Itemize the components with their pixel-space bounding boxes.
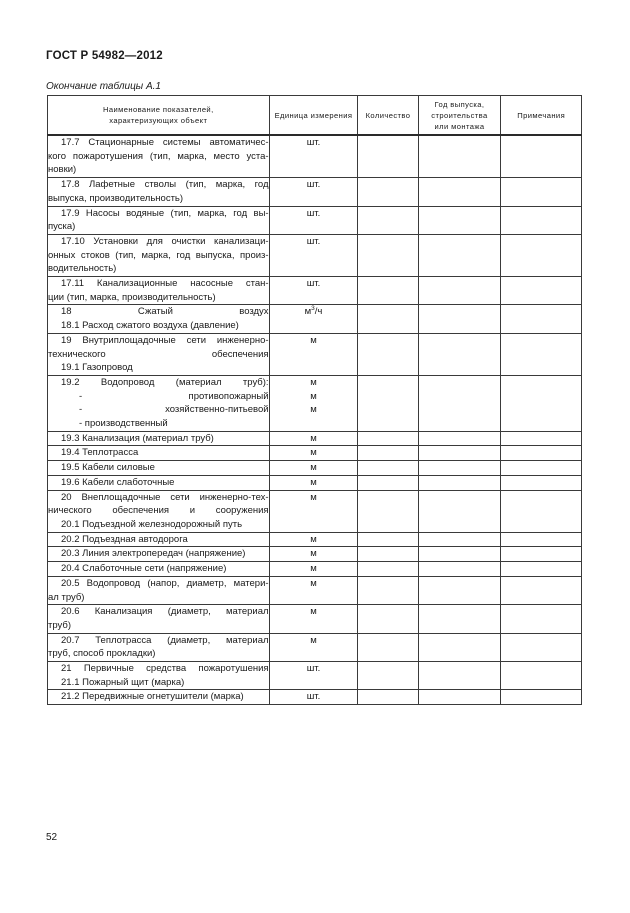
quantity-cell [358, 135, 418, 178]
quantity-cell [358, 305, 418, 333]
indicator-name-line: 19.1 Газопровод [61, 362, 133, 374]
indicator-name-cell [48, 547, 270, 562]
unit-cell [269, 446, 358, 461]
indicator-name-line: 20.5 Водопровод (напор, диаметр, матери- [61, 577, 269, 589]
indicator-name-line: - производственный [79, 418, 168, 430]
unit-cell [269, 475, 358, 490]
year-cell [418, 431, 501, 446]
indicator-name-cell [48, 576, 270, 604]
year-cell [418, 562, 501, 577]
unit-text: м [310, 606, 317, 618]
year-cell [418, 690, 501, 705]
indicator-name-line: 17.9 Насосы водяные (тип, марка, год вы- [61, 207, 269, 219]
indicator-name-line: технического обеспечения [48, 348, 269, 360]
notes-cell [501, 662, 582, 690]
quantity-cell [358, 333, 418, 375]
header-text: или монтажа [434, 121, 485, 131]
indicator-name-cell [48, 431, 270, 446]
notes-cell [501, 547, 582, 562]
unit-value [270, 690, 358, 704]
indicator-name-cell [48, 375, 270, 431]
table-row [48, 532, 582, 547]
indicator-name-cell [48, 333, 270, 375]
quantity-cell [358, 277, 418, 305]
year-cell [418, 662, 501, 690]
table-row [48, 305, 582, 333]
unit-value [270, 662, 358, 676]
unit-cell [269, 431, 358, 446]
unit-cell [269, 605, 358, 633]
notes-cell [501, 375, 582, 431]
indicator-name-cell [48, 475, 270, 490]
table-row [48, 576, 582, 604]
unit-text: м [310, 376, 317, 388]
unit-text: м [310, 334, 317, 346]
indicator-name-line: ал труб) [48, 591, 85, 603]
indicator-name-cell [48, 605, 270, 633]
indicator-name-line: ции (тип, марка, производительность) [48, 291, 216, 303]
indicator-name-line: онных стоков (тип, марка, год выпуска, произ- [48, 249, 269, 261]
indicator-name-line: 19.3 Канализация (материал труб) [61, 432, 214, 444]
year-cell [418, 446, 501, 461]
indicator-name-line: 19.6 Кабели слаботочные [61, 476, 175, 488]
unit-text: шт. [306, 691, 321, 703]
table-row [48, 234, 582, 276]
unit-value [270, 547, 358, 561]
indicator-name-cell [48, 562, 270, 577]
notes-cell [501, 446, 582, 461]
indicator-name-line: новки) [48, 164, 77, 176]
unit-value [270, 235, 358, 249]
header-indicator-name [48, 96, 270, 136]
unit-text: шт. [306, 207, 321, 219]
unit-value [270, 178, 358, 192]
unit-text: м [310, 462, 317, 474]
page-number: 52 [46, 832, 58, 843]
indicator-name-cell [48, 662, 270, 690]
quantity-cell [358, 562, 418, 577]
indicator-name-line: 19.4 Теплотрасса [61, 447, 139, 459]
header-quantity [358, 96, 418, 136]
notes-cell [501, 277, 582, 305]
notes-cell [501, 305, 582, 333]
header-year [418, 96, 501, 136]
indicator-name-cell [48, 178, 270, 206]
unit-text: м [310, 390, 317, 402]
indicator-name-line: выпуска, производительность) [48, 192, 184, 204]
quantity-cell [358, 446, 418, 461]
table-row [48, 562, 582, 577]
quantity-cell [358, 375, 418, 431]
quantity-cell [358, 662, 418, 690]
indicator-name-line: 21.2 Передвижные огнетушители (марка) [61, 691, 244, 703]
unit-text: шт. [306, 663, 321, 675]
header-text: строительства [431, 110, 488, 120]
quantity-cell [358, 475, 418, 490]
notes-cell [501, 234, 582, 276]
quantity-cell [358, 547, 418, 562]
indicator-name-cell [48, 461, 270, 476]
unit-cell [269, 690, 358, 705]
quantity-cell [358, 690, 418, 705]
unit-text: м [310, 577, 317, 589]
indicator-name-cell [48, 206, 270, 234]
indicator-name-line: 21 Первичные средства пожаротушения [61, 663, 269, 675]
indicator-name-cell [48, 490, 270, 532]
year-cell [418, 461, 501, 476]
unit-cell [269, 333, 358, 375]
quantity-cell [358, 605, 418, 633]
unit-text: шт. [306, 278, 321, 290]
quantity-cell [358, 490, 418, 532]
quantity-cell [358, 234, 418, 276]
unit-text: м [310, 447, 317, 459]
unit-value [270, 403, 358, 417]
header-text: характеризующих объект [109, 116, 208, 125]
indicator-name-cell [48, 277, 270, 305]
unit-value [270, 390, 358, 404]
notes-cell [501, 461, 582, 476]
unit-cell [269, 178, 358, 206]
indicator-name-line: 20.3 Линия электропередач (напряжение) [61, 548, 246, 560]
unit-value [270, 207, 358, 221]
unit-text: м [310, 476, 317, 488]
unit-cell [269, 490, 358, 532]
notes-cell [501, 431, 582, 446]
indicator-name-line: 17.11 Канализационные насосные стан- [61, 278, 269, 290]
indicator-name-line: - хозяйственно-питьевой [79, 404, 269, 416]
unit-text: шт. [306, 179, 321, 191]
table-row [48, 446, 582, 461]
table-row [48, 662, 582, 690]
year-cell [418, 490, 501, 532]
indicator-name-cell [48, 234, 270, 276]
unit-value [270, 634, 358, 648]
table-row [48, 475, 582, 490]
year-cell [418, 135, 501, 178]
year-cell [418, 206, 501, 234]
unit-text: шт. [306, 235, 321, 247]
year-cell [418, 576, 501, 604]
indicator-name-line: 18.1 Расход сжатого воздуха (давление) [61, 320, 239, 332]
table-row [48, 277, 582, 305]
notes-cell [501, 562, 582, 577]
table-row [48, 431, 582, 446]
unit-value [270, 533, 358, 547]
header-text: Примечания [517, 110, 566, 120]
year-cell [418, 547, 501, 562]
indicator-name-line: 17.7 Стационарные системы автоматичес- [61, 137, 269, 148]
header-text: Год выпуска, [434, 99, 485, 109]
notes-cell [501, 576, 582, 604]
table-caption: Окончание таблицы А.1 [46, 81, 161, 92]
unit-cell [269, 662, 358, 690]
table-row [48, 605, 582, 633]
unit-value [270, 605, 358, 619]
year-cell [418, 375, 501, 431]
unit-cell [269, 135, 358, 178]
indicator-name-line: - противопожарный [79, 390, 269, 402]
table-body [48, 135, 582, 705]
standard-number: ГОСТ Р 54982—2012 [46, 50, 163, 62]
unit-value [270, 136, 358, 150]
header-notes [501, 96, 582, 136]
notes-cell [501, 532, 582, 547]
indicator-name-line: кого пожаротушения (тип, марка, место уста- [48, 150, 269, 162]
unit-cell [269, 206, 358, 234]
unit-text: м [304, 306, 312, 318]
table-row [48, 178, 582, 206]
unit-value [270, 305, 358, 319]
unit-value [270, 461, 358, 475]
indicator-name-line: 19.5 Кабели силовые [61, 462, 155, 474]
notes-cell [501, 605, 582, 633]
indicator-name-line: водительность) [48, 263, 117, 275]
table-row [48, 690, 582, 705]
notes-cell [501, 633, 582, 661]
indicator-name-cell [48, 135, 270, 178]
table-row [48, 206, 582, 234]
header-unit [269, 96, 358, 136]
quantity-cell [358, 431, 418, 446]
indicator-name-cell [48, 305, 270, 333]
year-cell [418, 305, 501, 333]
quantity-cell [358, 532, 418, 547]
indicator-name-line: нического обеспечения и сооружения [48, 505, 269, 517]
year-cell [418, 605, 501, 633]
year-cell [418, 178, 501, 206]
header-text: Количество [365, 110, 411, 120]
year-cell [418, 277, 501, 305]
unit-text: м [310, 533, 317, 545]
unit-cell [269, 277, 358, 305]
notes-cell [501, 475, 582, 490]
unit-value [270, 577, 358, 591]
indicators-table [47, 95, 582, 705]
indicator-name-line: 20.1 Подъездной железнодорожный путь [61, 518, 243, 530]
quantity-cell [358, 461, 418, 476]
indicator-name-cell [48, 633, 270, 661]
indicator-name-line: 20.6 Канализация (диаметр, материал [61, 606, 269, 618]
unit-value [270, 334, 358, 348]
unit-cell [269, 633, 358, 661]
indicator-name-line: 20.4 Слаботочные сети (напряжение) [61, 563, 227, 575]
notes-cell [501, 690, 582, 705]
unit-value [270, 562, 358, 576]
unit-superscript: 3 [311, 305, 315, 313]
unit-value [270, 376, 358, 390]
indicator-name-line: 20.2 Подъездная автодорога [61, 533, 188, 545]
unit-cell [269, 461, 358, 476]
unit-text: м [310, 432, 317, 444]
indicator-name-line: труб, способ прокладки) [48, 648, 156, 660]
header-text: Единица измерения [274, 110, 353, 120]
table-header-row [48, 96, 582, 136]
year-cell [418, 234, 501, 276]
table-row [48, 461, 582, 476]
notes-cell [501, 135, 582, 178]
unit-value [270, 491, 358, 505]
unit-value [270, 446, 358, 460]
indicator-name-line: 21.1 Пожарный щит (марка) [61, 676, 185, 688]
unit-text: м [310, 548, 317, 560]
year-cell [418, 633, 501, 661]
notes-cell [501, 490, 582, 532]
table-row [48, 375, 582, 431]
header-text: Наименование показателей, [102, 105, 214, 114]
unit-suffix: /ч [314, 306, 323, 318]
unit-cell [269, 576, 358, 604]
unit-cell [269, 305, 358, 333]
unit-value [270, 476, 358, 490]
indicator-name-line: пуска) [48, 221, 76, 233]
table-row [48, 135, 582, 178]
quantity-cell [358, 633, 418, 661]
unit-cell [269, 375, 358, 431]
year-cell [418, 532, 501, 547]
indicator-name-line: 20 Внеплощадочные сети инженерно-тех- [61, 491, 269, 503]
table-row [48, 547, 582, 562]
indicator-name-line: 19 Внутриплощадочные сети инженерно- [61, 334, 269, 346]
indicator-name-line: 20.7 Теплотрасса (диаметр, материал [61, 634, 269, 646]
unit-text: м [310, 404, 317, 416]
quantity-cell [358, 576, 418, 604]
unit-cell [269, 547, 358, 562]
notes-cell [501, 178, 582, 206]
quantity-cell [358, 206, 418, 234]
indicator-name-cell [48, 690, 270, 705]
indicator-name-line: 19.2 Водопровод (материал труб): [61, 376, 269, 388]
unit-text: м [310, 634, 317, 646]
unit-value [270, 432, 358, 446]
unit-text: м [310, 563, 317, 575]
table-row [48, 490, 582, 532]
unit-text: шт. [306, 137, 321, 148]
unit-cell [269, 532, 358, 547]
unit-value [270, 277, 358, 291]
table-row [48, 333, 582, 375]
year-cell [418, 333, 501, 375]
unit-cell [269, 562, 358, 577]
unit-cell [269, 234, 358, 276]
indicator-name-cell [48, 532, 270, 547]
quantity-cell [358, 178, 418, 206]
indicator-name-line: 17.8 Лафетные стволы (тип, марка, год [61, 179, 269, 191]
indicator-name-line: 17.10 Установки для очистки канализаци- [61, 235, 269, 247]
table-row [48, 633, 582, 661]
indicator-name-line: 18 Сжатый воздух [61, 306, 269, 318]
notes-cell [501, 333, 582, 375]
unit-text: м [310, 491, 317, 503]
year-cell [418, 475, 501, 490]
indicator-name-line: труб) [48, 619, 71, 631]
indicator-name-cell [48, 446, 270, 461]
notes-cell [501, 206, 582, 234]
